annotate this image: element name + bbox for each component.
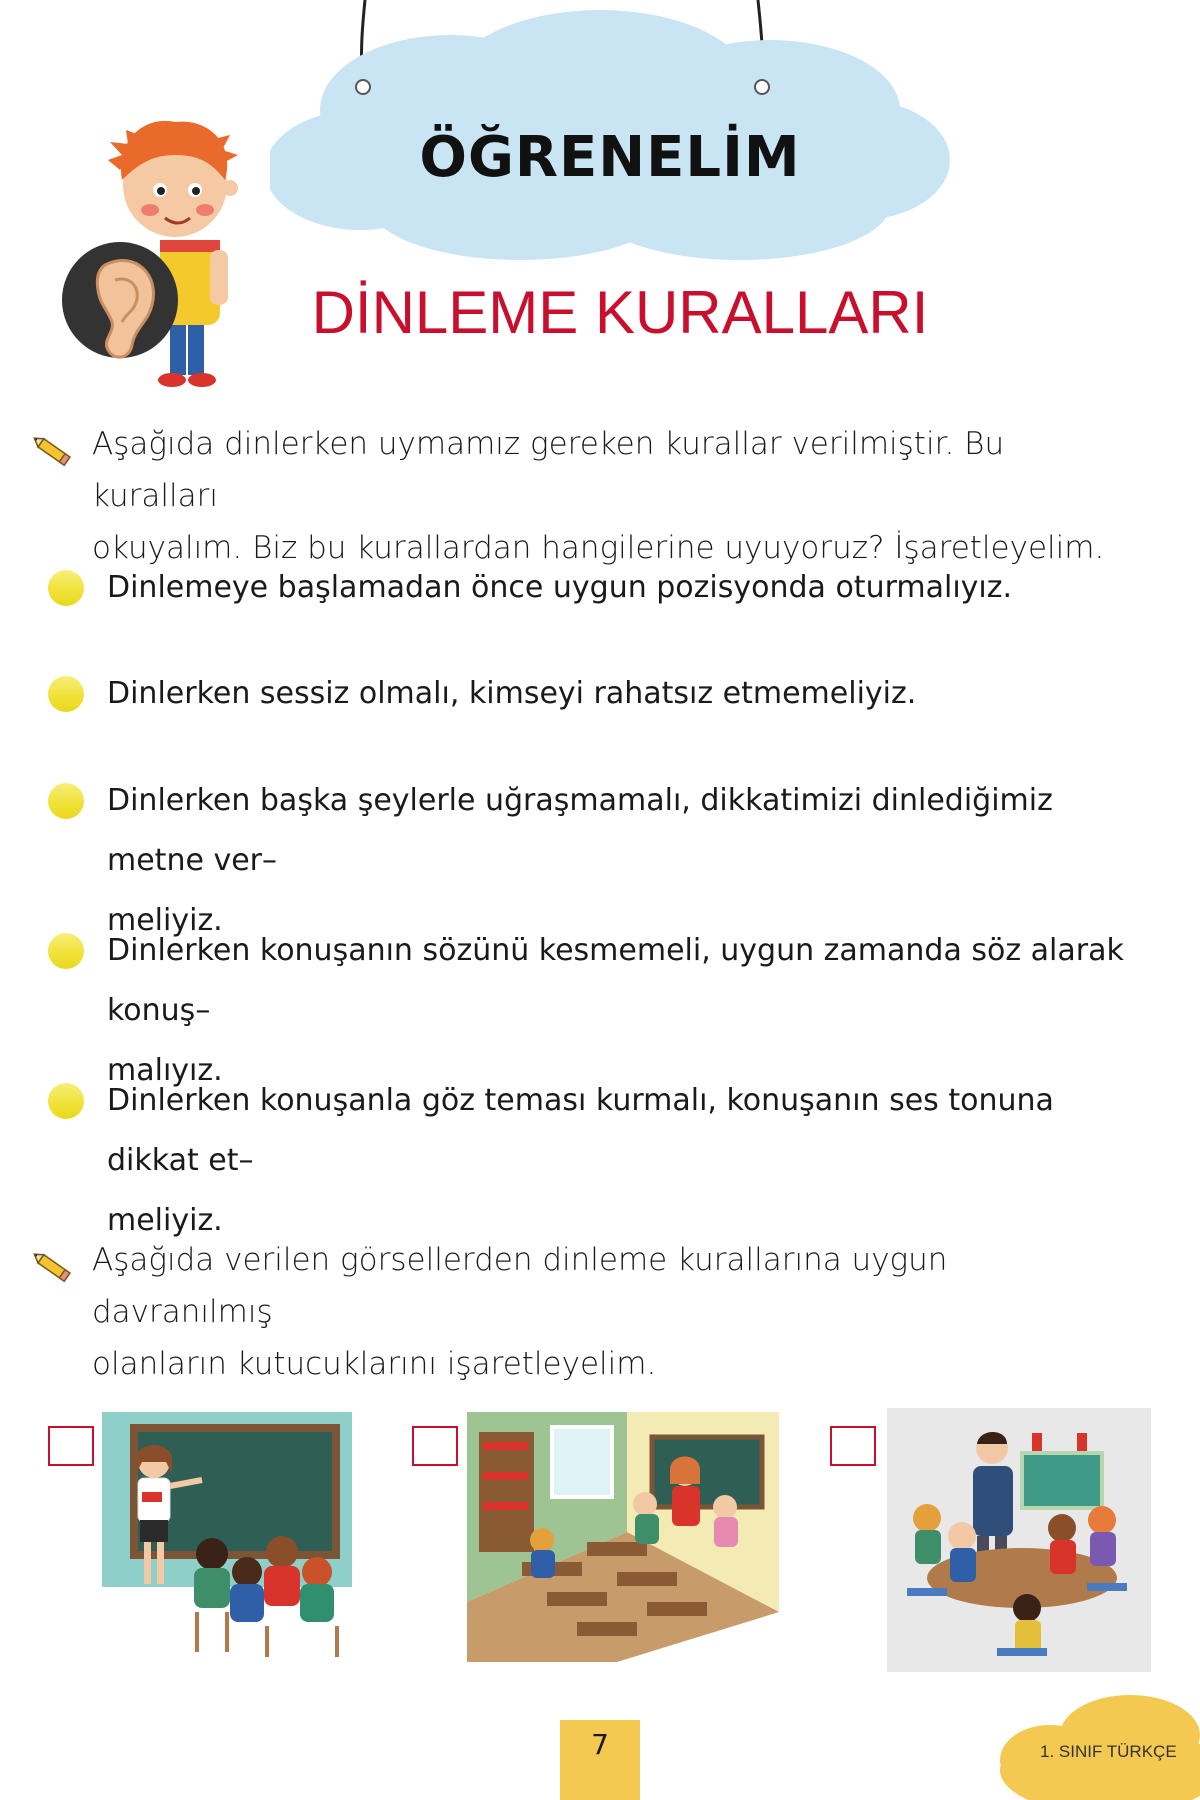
bullet-dot [48,933,84,969]
checkbox-image-1[interactable] [48,1426,94,1466]
group-table-image [887,1408,1151,1672]
page-number: 7 [591,1728,609,1761]
ear-icon [62,242,178,358]
pencil-icon [30,1244,78,1292]
rule-item [107,1071,1137,1251]
rule-item [107,664,1137,724]
cloud-title: ÖĞRENELİM [419,125,801,190]
rule-item [107,558,1137,618]
rule-text: Dinlerken konuşanın sözünü kesmemeli, uygun zamanda söz alarak konuş– [107,933,1124,1028]
rule-text: Dinlemeye başlamadan önce uygun pozisyonda oturmalıyız. [107,570,1013,605]
bullet-dot [48,570,84,606]
bullet-dot [48,1083,84,1119]
rule-text: Dinlerken konuşanla göz teması kurmalı, konuşanın ses tonuna dikkat et– [107,1083,1054,1178]
book-label: 1. SINIF TÜRKÇE [1040,1742,1177,1761]
classroom-teacher-image [102,1412,352,1662]
intro-instruction [92,418,1132,574]
rule-text: meliyiz. [107,903,223,938]
intro-line: Aşağıda verilen görsellerden dinleme kurallarına uygun davranılmış [92,1242,948,1330]
checkbox-image-3[interactable] [830,1426,876,1466]
intro-line: okuyalım. Biz bu kurallardan hangilerine uyuyoruz? İşaretleyelim. [92,530,1105,566]
rule-text: Dinlerken sessiz olmalı, kimseyi rahatsız etmemeliyiz. [107,676,917,711]
activity-instruction [92,1234,1132,1390]
classroom-desks-image [467,1412,779,1662]
pencil-icon [30,428,78,476]
bullet-dot [48,783,84,819]
intro-line: olanların kutucuklarını işaretleyelim. [92,1346,657,1382]
checkbox-image-2[interactable] [412,1426,458,1466]
rule-text: malıyız. [107,1053,223,1088]
page-subtitle: DİNLEME KURALLARI [311,279,929,346]
boy-with-ear-illustration [60,100,240,390]
intro-line: Aşağıda dinlerken uymamız gereken kurallar verilmiştir. Bu kuralları [92,426,1005,514]
rule-text: meliyiz. [107,1203,223,1238]
rule-text: Dinlerken başka şeylerle uğraşmamalı, dikkatimizi dinlediğimiz metne ver– [107,783,1053,878]
bullet-dot [48,676,84,712]
